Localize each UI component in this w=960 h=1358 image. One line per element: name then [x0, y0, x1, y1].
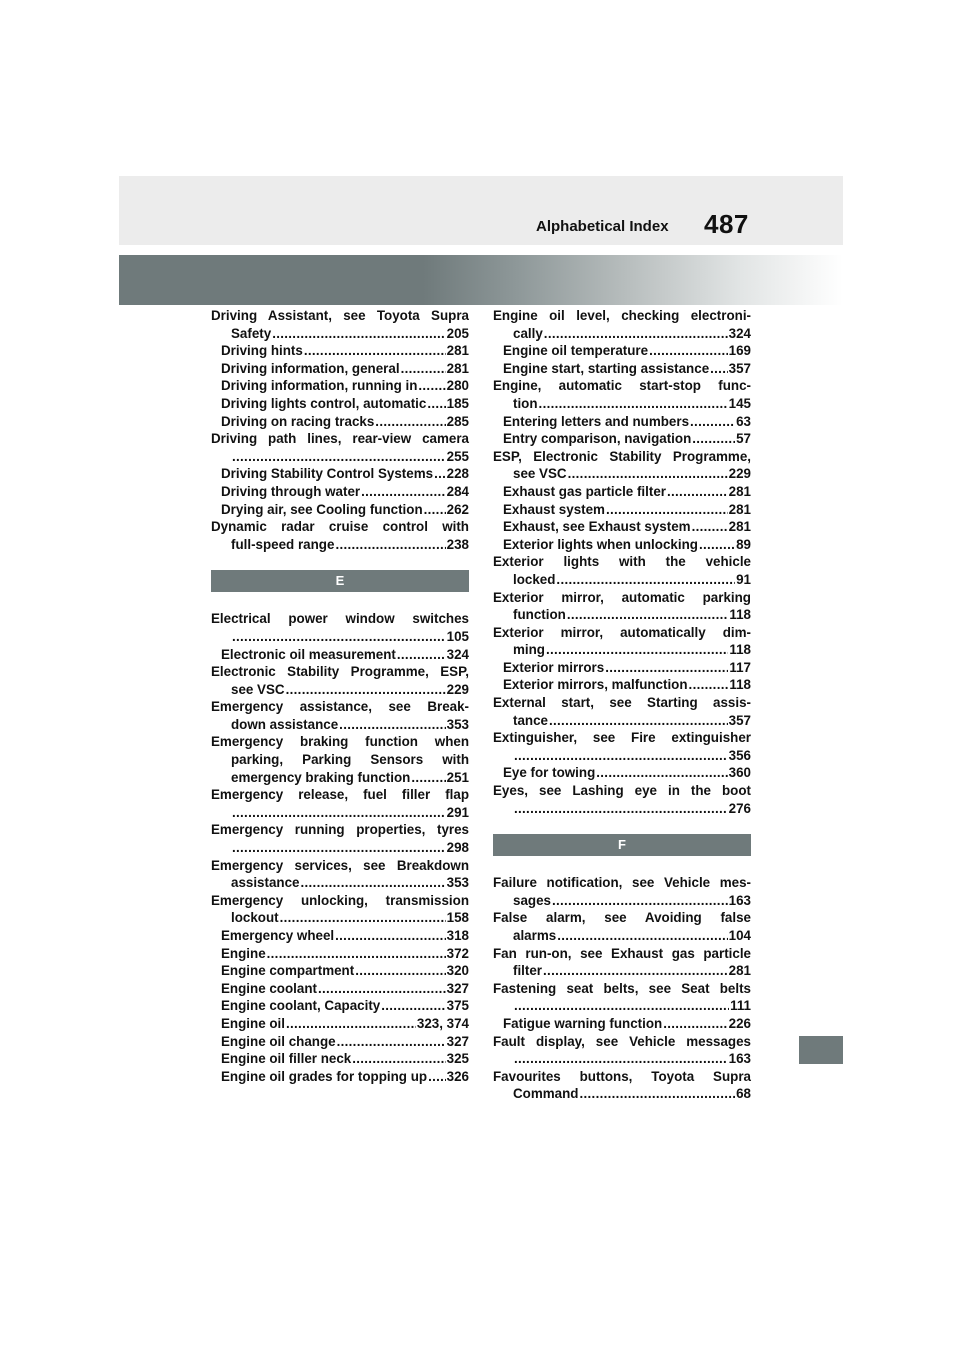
index-entry-page: 357 — [728, 360, 751, 376]
thumb-index-tab — [799, 1036, 843, 1064]
index-entry-text: Driving information, running in — [221, 378, 418, 394]
dot-leader — [514, 1050, 728, 1068]
dot-leader — [424, 501, 446, 519]
index-entry-text: locked — [513, 571, 556, 587]
index-entry — [211, 395, 469, 413]
index-entry — [211, 377, 469, 395]
index-entry-text: Failure notification, see Vehicle mes- — [493, 875, 751, 891]
dot-leader — [286, 681, 446, 699]
index-entry — [493, 377, 751, 412]
index-entry-text: Engine coolant, Capacity — [221, 998, 381, 1014]
dot-leader — [304, 342, 446, 360]
index-entry-page: 276 — [728, 800, 751, 816]
index-entry-text: parking, Parking Sensors with — [231, 752, 469, 768]
index-entry — [211, 465, 469, 483]
dot-leader — [355, 962, 445, 980]
index-entry-page: 357 — [728, 712, 751, 728]
index-entry — [493, 874, 751, 909]
index-entry-text: Drying air, see Cooling function — [221, 501, 423, 517]
index-entry-text: cally — [513, 325, 543, 341]
index-entry-page: 68 — [736, 1086, 751, 1102]
page-number: 487 — [704, 209, 749, 239]
index-entry-page: 281 — [728, 963, 751, 979]
dot-leader — [335, 927, 446, 945]
index-entry-text: Eyes, see Lashing eye in the boot — [493, 783, 751, 799]
index-entry — [493, 764, 751, 782]
index-entry — [211, 307, 469, 342]
index-entry-text: Driving on racing tracks — [221, 413, 375, 429]
dot-leader — [544, 325, 728, 343]
index-entry — [493, 1015, 751, 1033]
index-entry-page: 145 — [728, 395, 751, 411]
index-entry-text: Safety — [231, 325, 272, 341]
index-entry-page: 356 — [728, 747, 751, 763]
index-entry — [493, 448, 751, 483]
dot-leader — [692, 430, 735, 448]
index-entry-page: 323, 374 — [416, 1015, 469, 1031]
index-entry-text: Exhaust, see Exhaust system — [503, 519, 691, 535]
index-entry-text: Command — [513, 1086, 579, 1102]
index-entry — [493, 518, 751, 536]
dot-leader — [232, 448, 446, 466]
index-entry-text: Driving hints — [221, 343, 303, 359]
index-entry — [211, 821, 469, 856]
index-entry — [211, 962, 469, 980]
index-entry-text: Electrical power window switches — [211, 611, 469, 627]
index-entry — [211, 483, 469, 501]
index-entry — [493, 624, 751, 659]
dot-leader — [649, 342, 728, 360]
dot-leader — [699, 536, 735, 554]
index-entry — [211, 927, 469, 945]
index-entry — [493, 553, 751, 588]
dot-leader — [557, 927, 727, 945]
index-entry-page: 63 — [736, 413, 751, 429]
index-entry-page: 228 — [446, 466, 469, 482]
dot-leader — [546, 641, 728, 659]
dot-leader — [667, 483, 728, 501]
index-entry-text: Engine compartment — [221, 963, 355, 979]
index-entry — [211, 413, 469, 431]
dot-leader — [567, 606, 729, 624]
index-entry-text: Emergency braking function when — [211, 734, 469, 750]
dot-leader — [549, 712, 728, 730]
index-entry — [211, 610, 469, 645]
index-entry-page: 163 — [728, 892, 751, 908]
dot-leader — [543, 962, 728, 980]
dot-leader — [375, 413, 445, 431]
index-entry-text: Engine oil change — [221, 1033, 336, 1049]
index-entry-text: ESP, Electronic Stability Programme, — [493, 448, 751, 464]
index-entry-text: Engine coolant — [221, 980, 317, 996]
index-entry-text: Fastening seat belts, see Seat belts — [493, 980, 751, 996]
dot-leader — [434, 465, 446, 483]
index-entry-page: 118 — [729, 677, 751, 693]
index-entry-page: 281 — [728, 501, 751, 517]
index-entry-text: lockout — [231, 910, 279, 926]
index-entry — [211, 980, 469, 998]
index-entry-text: Eye for towing — [503, 765, 596, 781]
index-entry-text: Exterior mirror, automatic parking — [493, 589, 751, 605]
index-entry-text: Driving path lines, rear-view camera — [211, 431, 469, 447]
index-entry-page: 104 — [728, 928, 751, 943]
index-entry-text: Emergency unlocking, transmission — [211, 892, 469, 908]
index-entry — [211, 342, 469, 360]
index-entry — [493, 483, 751, 501]
index-entry-page: 111 — [730, 998, 751, 1014]
index-entry — [493, 1068, 751, 1103]
index-entry — [211, 663, 469, 698]
index-entry — [211, 945, 469, 963]
index-entry — [493, 589, 751, 624]
index-entry-text: Exterior mirrors — [503, 659, 605, 675]
index-entry — [493, 430, 751, 448]
index-entry-text: alarms — [513, 928, 557, 943]
index-entry-text: tance — [513, 712, 548, 728]
index-entry-text: Exterior lights when unlocking — [503, 536, 698, 552]
dot-leader — [427, 395, 445, 413]
index-entry-page: 326 — [446, 1068, 469, 1084]
dot-leader — [232, 628, 446, 646]
index-entry-page: 118 — [729, 642, 751, 658]
index-entry — [211, 1050, 469, 1068]
index-entry-text: function — [513, 607, 566, 623]
index-entry-text: Engine oil filler neck — [221, 1051, 352, 1067]
index-entry — [493, 659, 751, 677]
index-entry-page: 284 — [446, 483, 469, 499]
index-entry — [211, 1068, 469, 1086]
letter-heading-e: E — [211, 570, 469, 592]
index-entry-page: 281 — [728, 519, 751, 535]
dot-leader — [381, 997, 445, 1015]
index-entry-page: 117 — [729, 659, 751, 675]
index-entry — [493, 909, 751, 944]
index-entry-text: Engine oil grades for topping up — [221, 1068, 428, 1084]
index-entry-text: Driving Stability Control Systems — [221, 466, 434, 482]
dot-leader — [339, 716, 445, 734]
index-entry-text: Exterior mirrors, malfunction — [503, 677, 688, 693]
entry-group-e — [211, 610, 469, 1085]
index-entry-text: Engine oil — [221, 1015, 285, 1031]
dot-leader — [689, 676, 729, 694]
index-entry-text: Emergency wheel — [221, 928, 335, 943]
dot-leader — [318, 980, 446, 998]
index-entry-text: emergency braking function — [231, 769, 411, 785]
index-entry-page: 353 — [446, 875, 469, 891]
index-entry-page: 118 — [729, 607, 751, 623]
index-entry-text: Engine — [221, 945, 266, 961]
index-entry — [493, 360, 751, 378]
index-entry-page: 229 — [728, 466, 751, 482]
index-entry — [211, 360, 469, 378]
section-title: Alphabetical Index — [536, 218, 669, 235]
index-entry-page: 255 — [446, 448, 469, 464]
index-entry-text: assistance — [231, 875, 300, 891]
index-entry-text: Emergency release, fuel filler flap — [211, 787, 469, 803]
index-entry-text: Driving through water — [221, 483, 361, 499]
index-entry-page: 353 — [446, 716, 469, 732]
index-entry-page: 281 — [446, 343, 469, 359]
index-entry-text: Exterior lights with the vehicle — [493, 554, 751, 570]
dot-leader — [579, 1085, 735, 1103]
index-entry-text: Driving information, general — [221, 360, 400, 376]
index-entry-text: Emergency services, see Breakdown — [211, 857, 469, 873]
index-entry-text: tion — [513, 395, 538, 411]
index-entry-text: Entering letters and numbers — [503, 413, 690, 429]
dot-leader — [267, 945, 446, 963]
index-entry-text: External start, see Starting assis- — [493, 695, 751, 711]
index-entry-page: 375 — [446, 998, 469, 1014]
dot-leader — [690, 413, 735, 431]
index-entry — [493, 729, 751, 764]
entry-group-f — [493, 874, 751, 1103]
index-entry-page: 372 — [446, 945, 469, 961]
index-entry-text: Engine, automatic start-stop func- — [493, 378, 751, 394]
dot-leader — [397, 646, 446, 664]
index-entry-page: 298 — [446, 840, 469, 856]
index-entry-page: 291 — [446, 804, 469, 820]
index-entry-text: sages — [513, 892, 551, 908]
dot-leader — [272, 325, 445, 343]
dot-leader — [361, 483, 446, 501]
index-entry-text: Electronic oil measurement — [221, 646, 396, 662]
index-entry — [493, 536, 751, 554]
index-entry-page: 169 — [728, 343, 751, 359]
index-entry-text: Emergency assistance, see Break- — [211, 699, 469, 715]
index-entry — [211, 501, 469, 519]
dot-leader — [596, 764, 727, 782]
dot-leader — [514, 747, 728, 765]
index-entry-text: see VSC — [513, 466, 567, 482]
index-entry-page: 327 — [446, 980, 469, 996]
index-entry — [493, 980, 751, 1015]
dot-leader — [335, 536, 445, 554]
index-entry-text: Fault display, see Vehicle messages — [493, 1033, 751, 1049]
index-entry-text: Entry comparison, navigation — [503, 431, 692, 447]
index-entry-page: 324 — [728, 325, 751, 341]
index-column-right — [493, 307, 751, 1103]
index-entry-text: Dynamic radar cruise control with — [211, 519, 469, 535]
index-entry-page: 320 — [446, 963, 469, 979]
index-entry-page: 281 — [728, 483, 751, 499]
dot-leader — [605, 659, 728, 677]
index-entry-text: Exterior mirror, automatically dim- — [493, 624, 751, 640]
index-entry — [211, 518, 469, 553]
index-entry-page: 89 — [736, 536, 751, 552]
index-entry — [211, 733, 469, 786]
index-entry-text: Emergency running properties, tyres — [211, 822, 469, 838]
dot-leader — [710, 360, 728, 378]
dot-leader — [514, 800, 728, 818]
index-entry-page: 163 — [728, 1051, 751, 1067]
index-entry-text: full-speed range — [231, 536, 335, 552]
index-entry-text: Fatigue warning function — [503, 1015, 663, 1031]
dot-leader — [401, 360, 446, 378]
index-entry-text: Driving Assistant, see Toyota Supra — [211, 308, 469, 323]
index-entry-text: Engine oil level, checking electroni- — [493, 308, 751, 323]
index-entry — [211, 698, 469, 733]
index-entry-page: 229 — [446, 681, 469, 697]
index-entry-text: Extinguisher, see Fire extinguisher — [493, 730, 751, 746]
index-entry — [493, 945, 751, 980]
index-entry-page: 205 — [446, 325, 469, 341]
letter-heading-f: F — [493, 834, 751, 856]
index-entry-page: 324 — [446, 646, 469, 662]
dot-leader — [411, 769, 445, 787]
index-entry-page: 251 — [446, 769, 469, 785]
entry-group-e-continued — [493, 307, 751, 817]
dot-leader — [556, 571, 735, 589]
index-entry-text: Exhaust gas particle filter — [503, 483, 666, 499]
index-entry — [211, 646, 469, 664]
index-entry — [493, 694, 751, 729]
index-entry-page: 360 — [728, 765, 751, 781]
decorative-gradient-bar — [119, 255, 843, 305]
index-column-left — [211, 307, 469, 1085]
index-entry-text: Electronic Stability Programme, ESP, — [211, 664, 469, 680]
index-entry-page: 105 — [446, 628, 469, 644]
index-entry-text: Favourites buttons, Toyota Supra — [493, 1068, 751, 1084]
index-entry — [493, 1033, 751, 1068]
dot-leader — [352, 1050, 445, 1068]
dot-leader — [514, 997, 729, 1015]
index-entry-text: Engine oil temperature — [503, 343, 649, 359]
dot-leader — [428, 1068, 446, 1086]
index-entry — [211, 997, 469, 1015]
dot-leader — [337, 1033, 446, 1051]
index-entry — [493, 413, 751, 431]
index-entry-text: Fan run-on, see Exhaust gas particle — [493, 945, 751, 961]
index-entry-page: 226 — [728, 1015, 751, 1031]
index-entry-text: ming — [513, 642, 545, 658]
index-entry-page: 262 — [446, 501, 469, 517]
dot-leader — [232, 839, 446, 857]
index-entry-text: filter — [513, 963, 543, 979]
dot-leader — [280, 909, 446, 927]
index-entry — [211, 1033, 469, 1051]
index-entry-text: Engine start, starting assistance — [503, 360, 710, 376]
index-entry — [211, 1015, 469, 1033]
index-entry-page: 325 — [446, 1051, 469, 1067]
dot-leader — [232, 804, 446, 822]
index-entry-text: see VSC — [231, 681, 285, 697]
index-entry-page: 285 — [446, 413, 469, 429]
dot-leader — [301, 874, 446, 892]
index-entry-text: False alarm, see Avoiding false — [493, 910, 751, 926]
dot-leader — [692, 518, 728, 536]
index-entry-text: down assistance — [231, 716, 339, 732]
index-entry-page: 318 — [446, 928, 469, 943]
index-entry — [493, 342, 751, 360]
index-entry-page: 158 — [446, 910, 469, 926]
index-entry-text: Driving lights control, automatic — [221, 395, 427, 411]
index-entry-page: 57 — [736, 431, 751, 447]
index-entry — [493, 676, 751, 694]
index-entry — [493, 307, 751, 342]
index-entry — [493, 501, 751, 519]
index-entry — [211, 892, 469, 927]
index-entry — [211, 786, 469, 821]
dot-leader — [286, 1015, 416, 1033]
dot-leader — [568, 465, 728, 483]
dot-leader — [606, 501, 728, 519]
index-entry-page: 238 — [446, 536, 469, 552]
index-entry — [211, 430, 469, 465]
index-entry-text: Exhaust system — [503, 501, 605, 517]
entry-group-d — [211, 307, 469, 553]
index-entry-page: 327 — [446, 1033, 469, 1049]
index-entry — [493, 782, 751, 817]
dot-leader — [539, 395, 728, 413]
index-entry-page: 91 — [736, 571, 751, 587]
dot-leader — [552, 892, 728, 910]
index-entry-page: 280 — [446, 378, 469, 394]
dot-leader — [418, 377, 445, 395]
index-entry-page: 185 — [446, 395, 469, 411]
index-entry-page: 281 — [446, 360, 469, 376]
dot-leader — [663, 1015, 727, 1033]
index-entry — [211, 857, 469, 892]
